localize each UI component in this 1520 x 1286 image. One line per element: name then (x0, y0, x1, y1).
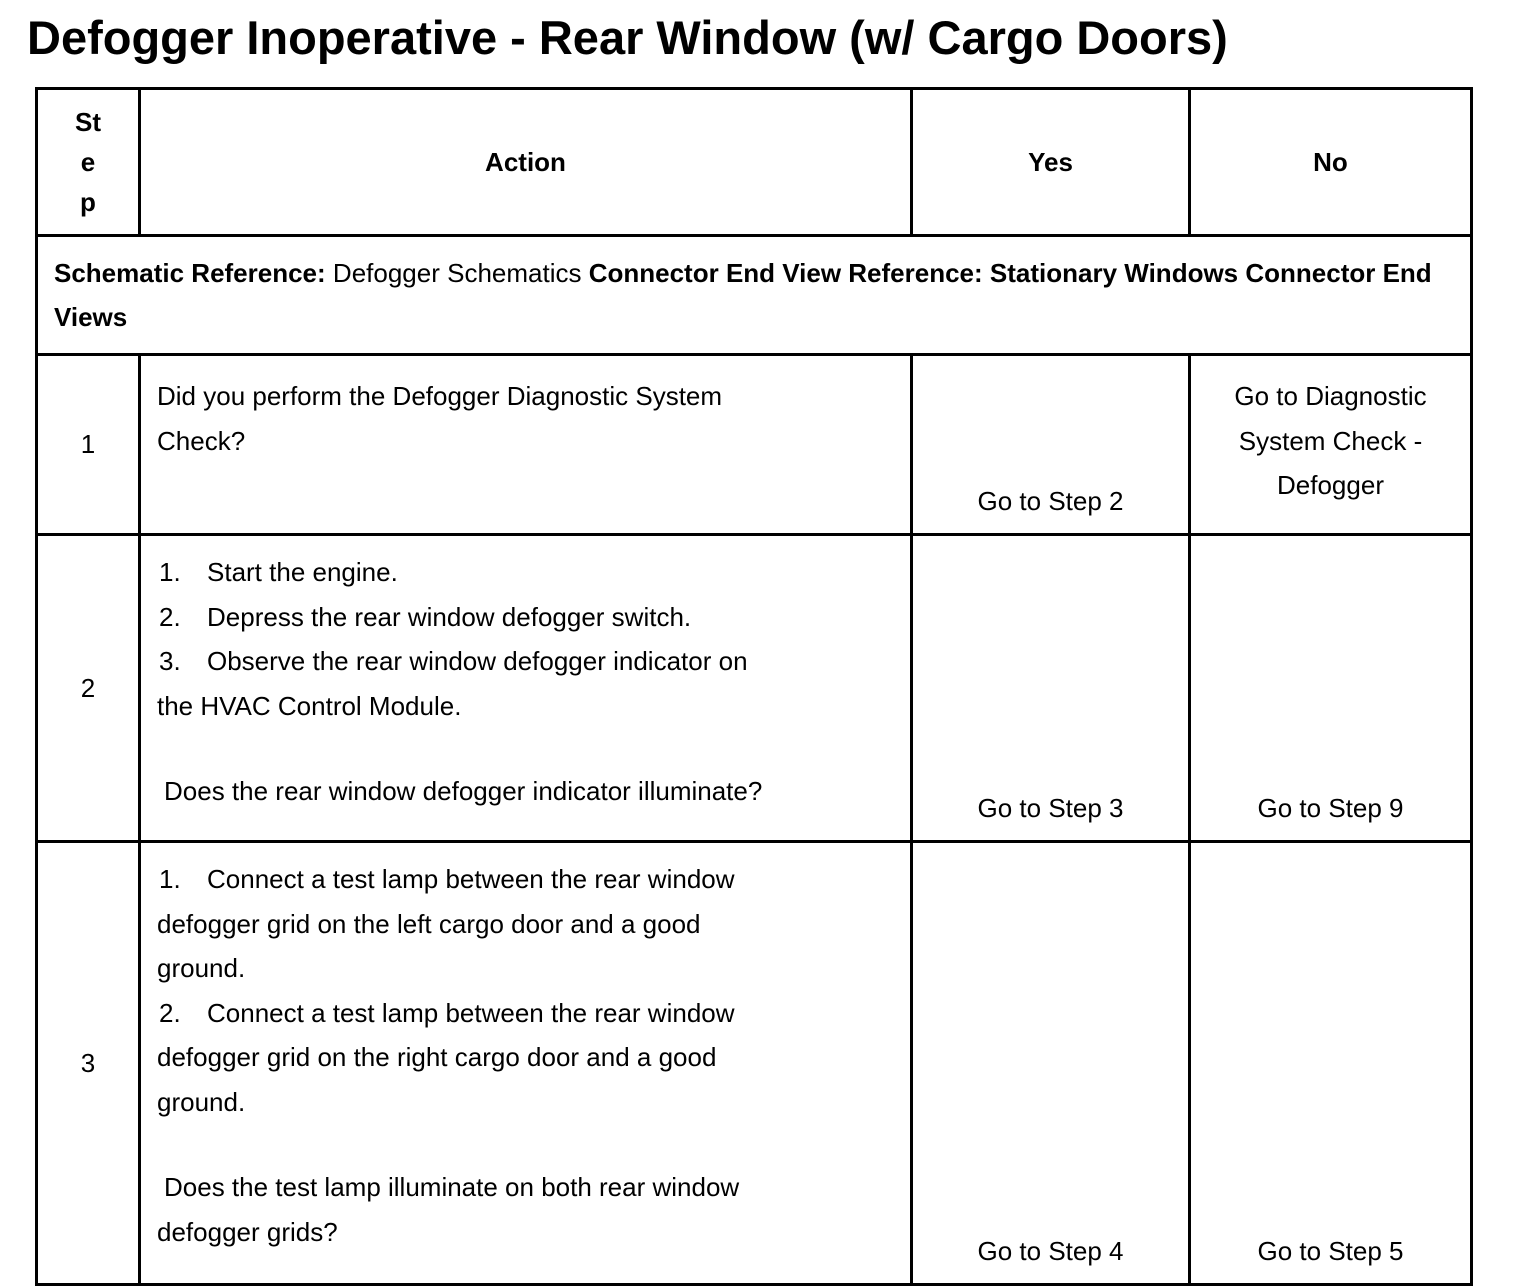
yes-link[interactable]: Go to Step 3 (977, 792, 1124, 823)
action-cell (140, 535, 912, 842)
no-link[interactable]: System Check - (1238, 425, 1423, 456)
schematic-reference-link[interactable]: Defogger Schematics (332, 257, 582, 288)
reference-row (37, 236, 1472, 355)
no-cell[interactable] (1190, 535, 1472, 842)
list-item-continuation: ground. (157, 1086, 246, 1117)
list-item: 2. Depress the rear window defogger switch. (159, 601, 692, 632)
connector-reference-link[interactable]: Stationary Windows Connector End Views (54, 257, 1432, 332)
list-item-continuation: the HVAC Control Module. (157, 690, 462, 721)
list-item: 1. Connect a test lamp between the rear window (159, 864, 735, 894)
yes-cell[interactable] (912, 355, 1190, 535)
no-link[interactable]: Go to Diagnostic (1234, 381, 1427, 411)
action-question: Does the rear window defogger indicator illuminate? (164, 776, 763, 806)
no-cell[interactable] (1190, 355, 1472, 535)
action-cell (140, 355, 912, 535)
header-step: St ep (37, 89, 140, 236)
step-number: 3 (37, 842, 140, 1285)
table-row (37, 355, 1472, 535)
step-number: 2 (37, 535, 140, 842)
no-link[interactable]: Defogger (1277, 470, 1384, 500)
action-cell (140, 842, 912, 1285)
table-row (37, 535, 1472, 842)
action-text: Check? (157, 425, 246, 456)
no-cell[interactable] (1190, 842, 1472, 1285)
yes-cell[interactable] (912, 842, 1190, 1285)
header-action: Action (140, 89, 912, 236)
action-text: Did you perform the Defogger Diagnostic System (157, 381, 723, 411)
no-link[interactable]: Go to Step 9 (1257, 792, 1404, 823)
diagnostic-table (35, 87, 1473, 1286)
action-question: defogger grids? (157, 1216, 338, 1247)
action-question: Does the test lamp illuminate on both rear window (164, 1172, 740, 1202)
no-link[interactable]: Go to Step 5 (1257, 1235, 1404, 1266)
list-item: 2. Connect a test lamp between the rear window (159, 997, 735, 1028)
yes-cell[interactable] (912, 535, 1190, 842)
list-item: 1. Start the engine. (159, 557, 398, 587)
reference-cell (37, 236, 1472, 355)
page-title: Defogger Inoperative - Rear Window (w/ Cargo Doors) (27, 11, 1228, 64)
list-item-continuation: defogger grid on the left cargo door and a good (157, 908, 701, 939)
list-item-continuation: ground. (157, 953, 246, 983)
yes-link[interactable]: Go to Step 4 (977, 1235, 1124, 1266)
yes-link[interactable]: Go to Step 2 (977, 485, 1124, 516)
schematic-reference-label: Schematic Reference: (54, 257, 326, 288)
table-header-row (37, 89, 1472, 236)
list-item: 3. Observe the rear window defogger indicator on (159, 646, 748, 676)
table-row (37, 842, 1472, 1285)
list-item-continuation: defogger grid on the right cargo door and a good (157, 1042, 717, 1072)
step-number: 1 (37, 355, 140, 535)
connector-reference-label: Connector End View Reference: (588, 257, 983, 288)
header-yes: Yes (912, 89, 1190, 236)
header-no: No (1190, 89, 1472, 236)
